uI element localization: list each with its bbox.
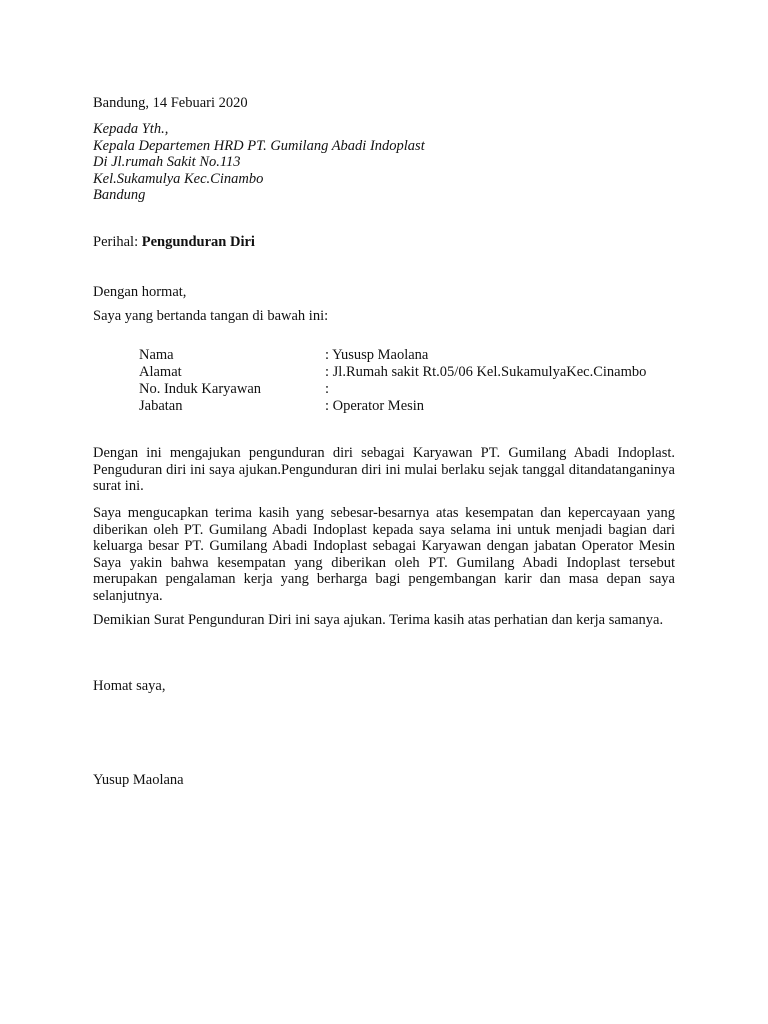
signer-name: Yusup Maolana — [93, 772, 184, 788]
info-value: : — [325, 381, 330, 397]
letter-date: Bandung, 14 Febuari 2020 — [93, 95, 248, 111]
subject-text: Pengunduran Diri — [141, 234, 255, 250]
intro-sentence: Saya yang bertanda tangan di bawah ini: — [93, 308, 329, 324]
info-row-alamat — [139, 364, 699, 381]
subject-line — [93, 234, 255, 251]
info-label: Jabatan — [139, 398, 183, 414]
info-label: No. Induk Karyawan — [139, 381, 262, 397]
info-label: Nama — [139, 347, 174, 363]
body-paragraph: Demikian Surat Pengunduran Diri ini saya ajukan. Terima kasih atas perhatian dan kerja samanya. — [93, 612, 664, 628]
salutation: Dengan hormat, — [93, 284, 187, 300]
body-paragraph: Saya mengucapkan terima kasih yang sebesar-besarnya atas kesempatan dan kepercayaan yang diberikan oleh PT. Gumilang Abadi Indoplast kepada saya selama ini untuk menjadi bagian dari keluarga besar PT. Gumilang Abadi Indoplast sebagai Karyawan dengan jabatan Operator Mesin Saya yakin bahwa kesempatan yang diberikan oleh PT. Gumilang Abadi Indoplast tersebut merupakan pengalaman kerja yang berharga bagi pengembangan karir dan masa depan saya selanjutnya. — [93, 505, 675, 604]
info-row-no-induk — [139, 381, 699, 398]
recipient-line: Kepala Departemen HRD PT. Gumilang Abadi Indoplast — [93, 137, 425, 154]
recipient-line: Bandung — [93, 187, 146, 203]
recipient-line: Di Jl.rumah Sakit No.113 — [93, 154, 241, 170]
info-row-nama — [139, 347, 699, 364]
closing: Homat saya, — [93, 678, 166, 694]
info-value: : Operator Mesin — [325, 398, 425, 414]
info-value: : Yususp Maolana — [325, 347, 429, 363]
body-paragraph: Dengan ini mengajukan pengunduran diri sebagai Karyawan PT. Gumilang Abadi Indoplast. Penguduran diri ini saya ajukan.Pengunduran diri ini mulai berlaku sejak tanggal ditandatanganinya surat ini. — [93, 445, 675, 494]
info-label: Alamat — [139, 364, 182, 380]
info-value: : Jl.Rumah sakit Rt.05/06 Kel.SukamulyaKec.Cinambo — [325, 364, 647, 380]
info-row-jabatan — [139, 398, 699, 415]
employee-info — [139, 347, 699, 415]
subject-label: Perihal: — [93, 234, 142, 250]
recipient-line: Kepada Yth., — [93, 121, 169, 137]
recipient-address — [93, 121, 425, 204]
recipient-line: Kel.Sukamulya Kec.Cinambo — [93, 170, 264, 187]
